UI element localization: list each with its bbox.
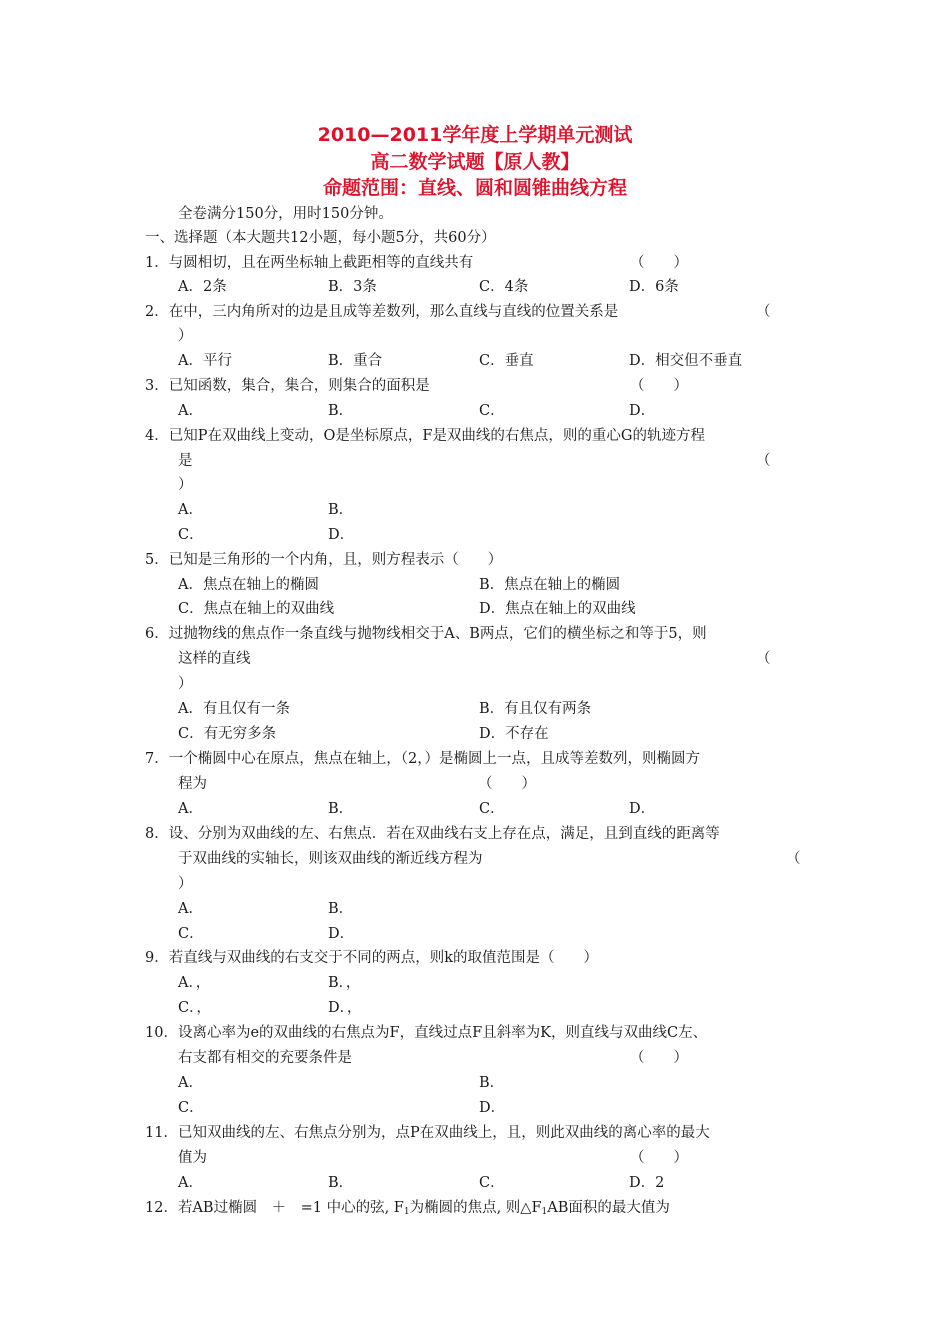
question-number: 11． <box>145 1125 178 1141</box>
question-text: 已知函数，集合，集合，则集合的面积是 <box>168 378 430 394</box>
option-b: B．有且仅有两条 <box>479 701 592 717</box>
exam-title-scope: 命题范围：直线、圆和圆锥曲线方程 <box>322 177 627 199</box>
question-text: AB面积的最大值为 <box>547 1200 670 1216</box>
question-7 <box>145 749 700 769</box>
option-a: A． <box>178 1175 203 1191</box>
option-c: C． <box>178 926 204 942</box>
option-d: D． <box>629 801 656 817</box>
option-c: C．有无穷多条 <box>178 726 277 742</box>
option-a: A． <box>178 502 203 518</box>
answer-paren-left: （ <box>756 304 771 320</box>
question-text: 设离心率为e的双曲线的右焦点为F，直线过点F且斜率为K，则直线与双曲线C左、 <box>177 1025 708 1041</box>
question-text: 在中，三内角所对的边是且成等差数列，那么直线与直线的位置关系是 <box>168 304 619 320</box>
subscript: 1 <box>403 1207 410 1217</box>
exam-title-grade: 高二数学试题【原人教】 <box>370 151 580 173</box>
answer-paren: （ ） <box>478 776 536 792</box>
question-text: 与圆相切，且在两坐标轴上截距相等的直线共有 <box>168 255 474 271</box>
option-c: C． <box>178 1100 204 1116</box>
option-a: A．平行 <box>178 353 232 369</box>
option-c: C． <box>479 801 505 817</box>
option-b: B． <box>328 403 354 419</box>
option-a: A． <box>178 801 203 817</box>
answer-paren-left: （ <box>786 851 801 867</box>
question-text: 设、分别为双曲线的左、右焦点．若在双曲线右支上存在点，满足，且到直线的距离等 <box>168 826 720 842</box>
question-number: 3． <box>145 378 169 394</box>
question-number: 12． <box>145 1200 178 1216</box>
question-number: 7． <box>145 751 169 767</box>
question-number: 4． <box>145 428 169 444</box>
option-d: D． <box>479 1100 506 1116</box>
answer-paren-left: （ <box>756 453 771 469</box>
question-number: 5． <box>145 552 169 568</box>
question-10 <box>145 1023 707 1043</box>
subscript: 1 <box>541 1207 548 1217</box>
question-number: 10． <box>145 1025 178 1041</box>
question-4 <box>145 426 705 446</box>
option-a: A．有且仅有一条 <box>178 701 290 717</box>
answer-paren-left: （ <box>756 651 771 667</box>
question-text-cont: 是 <box>178 453 193 469</box>
answer-paren: （ ） <box>630 1150 688 1166</box>
option-c: C．焦点在轴上的双曲线 <box>178 601 335 617</box>
option-c: C． <box>479 403 505 419</box>
answer-paren: （ ） <box>630 1050 688 1066</box>
option-d: D．不存在 <box>479 726 549 742</box>
option-b: B． <box>328 901 354 917</box>
answer-paren-right: ） <box>178 876 193 892</box>
question-number: 1． <box>145 255 169 271</box>
question-2 <box>145 302 618 322</box>
question-11 <box>145 1123 710 1143</box>
option-c: C．垂直 <box>479 353 534 369</box>
question-6 <box>145 624 707 644</box>
option-d: D．焦点在轴上的双曲线 <box>479 601 636 617</box>
question-number: 9． <box>145 950 169 966</box>
option-b: B． <box>328 502 354 518</box>
question-text-cont: 程为 <box>178 776 207 792</box>
intro-text: 全卷满分150分，用时150分钟。 <box>178 206 393 222</box>
option-c: C．4条 <box>479 279 529 295</box>
question-text: 过抛物线的焦点作一条直线与抛物线相交于A、B两点，它们的横坐标之和等于5，则 <box>168 626 707 642</box>
option-b: B． <box>328 801 354 817</box>
option-d: D． <box>629 403 656 419</box>
question-text: 一个椭圆中心在原点，焦点在轴上，（2，）是椭圆上一点，且成等差数列，则椭圆方 <box>168 751 700 767</box>
question-text-cont: 值为 <box>178 1150 207 1166</box>
question-text: 已知是三角形的一个内角，且，则方程表示（ ） <box>168 552 503 568</box>
option-a: A． <box>178 901 203 917</box>
option-a: A． <box>178 1075 203 1091</box>
exam-title-year: 2010—2011学年度上学期单元测试 <box>317 124 633 146</box>
question-number: 2． <box>145 304 169 320</box>
question-3 <box>145 376 430 396</box>
question-text: 已知P在双曲线上变动，O是坐标原点，F是双曲线的右焦点，则的重心G的轨迹方程 <box>168 428 706 444</box>
question-text-cont: 右支都有相交的充要条件是 <box>178 1050 352 1066</box>
question-text: 若AB过椭圆 ＋ =1 中心的弦, F <box>177 1200 404 1216</box>
question-5 <box>145 550 502 570</box>
question-text: 为椭圆的焦点, 则△F <box>409 1200 542 1216</box>
option-b: B．焦点在轴上的椭圆 <box>479 577 621 593</box>
option-a: A．焦点在轴上的椭圆 <box>178 577 319 593</box>
section-heading: 一、选择题（本大题共12小题，每小题5分，共60分） <box>145 230 496 246</box>
option-d: D． <box>328 926 355 942</box>
question-text-cont: 于双曲线的实轴长，则该双曲线的渐近线方程为 <box>178 851 483 867</box>
answer-paren: （ ） <box>630 378 688 394</box>
option-b: B．重合 <box>328 353 383 369</box>
option-d: D．6条 <box>629 279 679 295</box>
question-number: 8． <box>145 826 169 842</box>
option-c: C． <box>178 527 204 543</box>
option-b: B．3条 <box>328 279 377 295</box>
question-text: 若直线与双曲线的右支交于不同的两点，则k的取值范围是（ ） <box>168 950 599 966</box>
answer-paren-right: ） <box>178 328 193 344</box>
option-d: D． <box>328 527 355 543</box>
answer-paren: （ ） <box>630 255 688 271</box>
answer-paren-right: ） <box>178 676 193 692</box>
option-b: B． <box>328 1175 354 1191</box>
option-b: B． <box>479 1075 505 1091</box>
option-a: A． <box>178 403 203 419</box>
option-a: A．， <box>178 975 211 991</box>
option-d: D．， <box>328 1000 362 1016</box>
option-c: C．， <box>178 1000 211 1016</box>
option-d: D．相交但不垂直 <box>629 353 743 369</box>
question-number: 6． <box>145 626 169 642</box>
question-text-cont: 这样的直线 <box>178 651 251 667</box>
option-d: D．2 <box>629 1175 665 1191</box>
option-c: C． <box>479 1175 505 1191</box>
option-a: A．2条 <box>178 279 227 295</box>
question-1 <box>145 253 473 273</box>
question-9 <box>145 948 598 968</box>
answer-paren-right: ） <box>178 477 193 493</box>
question-12 <box>145 1198 670 1222</box>
question-8 <box>145 824 720 844</box>
question-text: 已知双曲线的左、右焦点分别为，点P在双曲线上，且，则此双曲线的离心率的最大 <box>177 1125 710 1141</box>
option-b: B．， <box>328 975 361 991</box>
